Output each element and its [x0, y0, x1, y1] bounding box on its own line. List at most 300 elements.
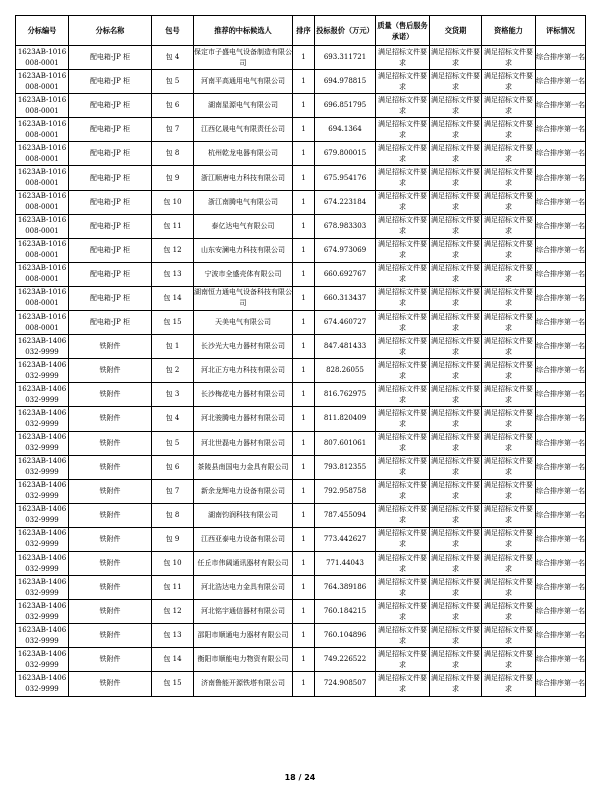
- cell-lot-name: 配电箱-JP 柜: [69, 214, 152, 238]
- cell-package: 包 5: [152, 70, 194, 94]
- cell-price: 694.1364: [315, 118, 376, 142]
- cell-delivery: 满足招标文件要求: [430, 142, 482, 166]
- cell-lot-name: 配电箱-JP 柜: [69, 70, 152, 94]
- cell-candidate: 杭州乾龙电器有限公司: [194, 142, 293, 166]
- cell-quality: 满足招标文件要求: [376, 286, 430, 310]
- cell-price: 724.908507: [315, 672, 376, 696]
- cell-package: 包 13: [152, 262, 194, 286]
- cell-lot-code: 1623AB-1016008-0001: [16, 142, 69, 166]
- cell-qualification: 满足招标文件要求: [482, 503, 536, 527]
- cell-delivery: 满足招标文件要求: [430, 94, 482, 118]
- cell-rank: 1: [293, 238, 315, 262]
- cell-delivery: 满足招标文件要求: [430, 407, 482, 431]
- cell-delivery: 满足招标文件要求: [430, 479, 482, 503]
- cell-package: 包 9: [152, 166, 194, 190]
- cell-qualification: 满足招标文件要求: [482, 479, 536, 503]
- cell-price: 828.26055: [315, 359, 376, 383]
- cell-lot-code: 1623AB-1016008-0001: [16, 238, 69, 262]
- cell-candidate: 河北正方电力科技有限公司: [194, 359, 293, 383]
- cell-price: 773.442627: [315, 527, 376, 551]
- cell-lot-code: 1623AB-1406032-9999: [16, 600, 69, 624]
- table-row: [16, 648, 586, 672]
- cell-lot-name: 配电箱-JP 柜: [69, 118, 152, 142]
- cell-qualification: 满足招标文件要求: [482, 166, 536, 190]
- cell-candidate: 长沙光大电力器材有限公司: [194, 335, 293, 359]
- cell-rank: 1: [293, 503, 315, 527]
- cell-delivery: 满足招标文件要求: [430, 672, 482, 696]
- cell-lot-code: 1623AB-1406032-9999: [16, 624, 69, 648]
- table-row: [16, 551, 586, 575]
- cell-evaluation: 综合排序第一名: [536, 407, 586, 431]
- cell-rank: 1: [293, 407, 315, 431]
- cell-lot-code: 1623AB-1016008-0001: [16, 214, 69, 238]
- cell-candidate: 江西亚泰电力设备有限公司: [194, 527, 293, 551]
- cell-rank: 1: [293, 624, 315, 648]
- cell-candidate: 浙江顺唐电力科技有限公司: [194, 166, 293, 190]
- cell-evaluation: 综合排序第一名: [536, 648, 586, 672]
- cell-price: 674.223184: [315, 190, 376, 214]
- cell-rank: 1: [293, 70, 315, 94]
- cell-lot-name: 配电箱-JP 柜: [69, 286, 152, 310]
- cell-rank: 1: [293, 527, 315, 551]
- cell-rank: 1: [293, 455, 315, 479]
- cell-candidate: 河北浩达电力金具有限公司: [194, 576, 293, 600]
- cell-price: 793.812355: [315, 455, 376, 479]
- cell-package: 包 4: [152, 407, 194, 431]
- cell-qualification: 满足招标文件要求: [482, 672, 536, 696]
- table-row: [16, 262, 586, 286]
- table-row: [16, 672, 586, 696]
- cell-quality: 满足招标文件要求: [376, 335, 430, 359]
- cell-delivery: 满足招标文件要求: [430, 286, 482, 310]
- cell-price: 678.983303: [315, 214, 376, 238]
- cell-package: 包 15: [152, 311, 194, 335]
- cell-lot-name: 铁附件: [69, 551, 152, 575]
- page-number: 18 / 24: [284, 773, 316, 782]
- cell-quality: 满足招标文件要求: [376, 648, 430, 672]
- cell-qualification: 满足招标文件要求: [482, 455, 536, 479]
- cell-qualification: 满足招标文件要求: [482, 118, 536, 142]
- cell-package: 包 9: [152, 527, 194, 551]
- cell-evaluation: 综合排序第一名: [536, 46, 586, 70]
- cell-quality: 满足招标文件要求: [376, 190, 430, 214]
- cell-lot-code: 1623AB-1016008-0001: [16, 311, 69, 335]
- cell-rank: 1: [293, 262, 315, 286]
- cell-rank: 1: [293, 672, 315, 696]
- cell-delivery: 满足招标文件要求: [430, 46, 482, 70]
- cell-quality: 满足招标文件要求: [376, 600, 430, 624]
- cell-evaluation: 综合排序第一名: [536, 479, 586, 503]
- cell-qualification: 满足招标文件要求: [482, 335, 536, 359]
- table-row: [16, 311, 586, 335]
- cell-price: 760.104896: [315, 624, 376, 648]
- cell-delivery: 满足招标文件要求: [430, 238, 482, 262]
- cell-lot-name: 铁附件: [69, 576, 152, 600]
- cell-candidate: 宁波市全盛壳体有限公司: [194, 262, 293, 286]
- cell-quality: 满足招标文件要求: [376, 262, 430, 286]
- table-row: [16, 94, 586, 118]
- cell-lot-name: 配电箱-JP 柜: [69, 142, 152, 166]
- cell-quality: 满足招标文件要求: [376, 359, 430, 383]
- cell-candidate: 江西亿晟电气有限责任公司: [194, 118, 293, 142]
- cell-lot-name: 铁附件: [69, 503, 152, 527]
- cell-lot-code: 1623AB-1016008-0001: [16, 118, 69, 142]
- header-package: 包号: [152, 16, 194, 46]
- cell-delivery: 满足招标文件要求: [430, 455, 482, 479]
- table-row: [16, 431, 586, 455]
- cell-delivery: 满足招标文件要求: [430, 648, 482, 672]
- cell-package: 包 15: [152, 672, 194, 696]
- cell-lot-name: 铁附件: [69, 600, 152, 624]
- cell-lot-name: 铁附件: [69, 407, 152, 431]
- header-delivery: 交货期: [430, 16, 482, 46]
- cell-package: 包 14: [152, 286, 194, 310]
- cell-price: 660.692767: [315, 262, 376, 286]
- cell-quality: 满足招标文件要求: [376, 142, 430, 166]
- table-header-row: [16, 16, 586, 46]
- header-quality: 质量（售后服务承诺）: [376, 16, 430, 46]
- cell-price: 660.313437: [315, 286, 376, 310]
- cell-rank: 1: [293, 648, 315, 672]
- cell-evaluation: 综合排序第一名: [536, 455, 586, 479]
- cell-lot-name: 铁附件: [69, 455, 152, 479]
- cell-price: 674.973069: [315, 238, 376, 262]
- cell-candidate: 河北铭宇通信器材有限公司: [194, 600, 293, 624]
- cell-package: 包 2: [152, 359, 194, 383]
- cell-evaluation: 综合排序第一名: [536, 70, 586, 94]
- cell-qualification: 满足招标文件要求: [482, 431, 536, 455]
- cell-rank: 1: [293, 311, 315, 335]
- cell-rank: 1: [293, 46, 315, 70]
- cell-candidate: 山东安澜电力科技有限公司: [194, 238, 293, 262]
- cell-price: 787.455094: [315, 503, 376, 527]
- cell-qualification: 满足招标文件要求: [482, 576, 536, 600]
- cell-package: 包 13: [152, 624, 194, 648]
- cell-package: 包 12: [152, 238, 194, 262]
- cell-evaluation: 综合排序第一名: [536, 214, 586, 238]
- cell-lot-code: 1623AB-1406032-9999: [16, 527, 69, 551]
- cell-lot-name: 铁附件: [69, 383, 152, 407]
- cell-price: 760.184215: [315, 600, 376, 624]
- cell-evaluation: 综合排序第一名: [536, 600, 586, 624]
- cell-lot-name: 配电箱-JP 柜: [69, 190, 152, 214]
- cell-package: 包 12: [152, 600, 194, 624]
- cell-evaluation: 综合排序第一名: [536, 238, 586, 262]
- header-lot-name: 分标名称: [69, 16, 152, 46]
- cell-rank: 1: [293, 576, 315, 600]
- cell-quality: 满足招标文件要求: [376, 46, 430, 70]
- cell-rank: 1: [293, 118, 315, 142]
- cell-lot-code: 1623AB-1016008-0001: [16, 286, 69, 310]
- cell-price: 771.44043: [315, 551, 376, 575]
- cell-qualification: 满足招标文件要求: [482, 407, 536, 431]
- cell-quality: 满足招标文件要求: [376, 214, 430, 238]
- cell-qualification: 满足招标文件要求: [482, 383, 536, 407]
- cell-qualification: 满足招标文件要求: [482, 262, 536, 286]
- cell-package: 包 14: [152, 648, 194, 672]
- cell-price: 764.389186: [315, 576, 376, 600]
- cell-quality: 满足招标文件要求: [376, 624, 430, 648]
- cell-lot-name: 铁附件: [69, 527, 152, 551]
- cell-price: 696.851795: [315, 94, 376, 118]
- cell-evaluation: 综合排序第一名: [536, 286, 586, 310]
- cell-candidate: 衡阳市顺能电力物资有限公司: [194, 648, 293, 672]
- table-row: [16, 527, 586, 551]
- cell-price: 807.601061: [315, 431, 376, 455]
- cell-price: 847.481433: [315, 335, 376, 359]
- cell-package: 包 6: [152, 455, 194, 479]
- cell-package: 包 10: [152, 551, 194, 575]
- table-row: [16, 286, 586, 310]
- cell-price: 674.460727: [315, 311, 376, 335]
- cell-candidate: 湖南星源电气有限公司: [194, 94, 293, 118]
- cell-lot-name: 铁附件: [69, 624, 152, 648]
- cell-qualification: 满足招标文件要求: [482, 94, 536, 118]
- cell-candidate: 浙江南腾电气有限公司: [194, 190, 293, 214]
- cell-evaluation: 综合排序第一名: [536, 576, 586, 600]
- cell-rank: 1: [293, 335, 315, 359]
- cell-qualification: 满足招标文件要求: [482, 142, 536, 166]
- cell-package: 包 7: [152, 479, 194, 503]
- header-evaluation: 评标情况: [536, 16, 586, 46]
- cell-evaluation: 综合排序第一名: [536, 335, 586, 359]
- cell-lot-name: 配电箱-JP 柜: [69, 311, 152, 335]
- cell-price: 693.311721: [315, 46, 376, 70]
- cell-delivery: 满足招标文件要求: [430, 166, 482, 190]
- header-candidate: 推荐的中标候选人: [194, 16, 293, 46]
- cell-qualification: 满足招标文件要求: [482, 527, 536, 551]
- cell-rank: 1: [293, 431, 315, 455]
- header-rank: 排序: [293, 16, 315, 46]
- cell-qualification: 满足招标文件要求: [482, 648, 536, 672]
- cell-delivery: 满足招标文件要求: [430, 190, 482, 214]
- cell-quality: 满足招标文件要求: [376, 94, 430, 118]
- cell-quality: 满足招标文件要求: [376, 576, 430, 600]
- cell-lot-name: 配电箱-JP 柜: [69, 238, 152, 262]
- cell-lot-code: 1623AB-1016008-0001: [16, 190, 69, 214]
- cell-qualification: 满足招标文件要求: [482, 311, 536, 335]
- cell-quality: 满足招标文件要求: [376, 551, 430, 575]
- cell-evaluation: 综合排序第一名: [536, 262, 586, 286]
- cell-evaluation: 综合排序第一名: [536, 142, 586, 166]
- cell-evaluation: 综合排序第一名: [536, 359, 586, 383]
- cell-lot-name: 配电箱-JP 柜: [69, 46, 152, 70]
- cell-quality: 满足招标文件要求: [376, 383, 430, 407]
- cell-quality: 满足招标文件要求: [376, 407, 430, 431]
- cell-package: 包 11: [152, 214, 194, 238]
- cell-candidate: 任丘市伟阔通讯器材有限公司: [194, 551, 293, 575]
- table-row: [16, 383, 586, 407]
- cell-package: 包 7: [152, 118, 194, 142]
- cell-delivery: 满足招标文件要求: [430, 527, 482, 551]
- cell-quality: 满足招标文件要求: [376, 311, 430, 335]
- table-row: [16, 479, 586, 503]
- table-row: [16, 455, 586, 479]
- cell-rank: 1: [293, 600, 315, 624]
- cell-lot-name: 配电箱-JP 柜: [69, 166, 152, 190]
- cell-candidate: 济南鲁能开源铁塔有限公司: [194, 672, 293, 696]
- cell-price: 816.762975: [315, 383, 376, 407]
- cell-quality: 满足招标文件要求: [376, 238, 430, 262]
- cell-quality: 满足招标文件要求: [376, 479, 430, 503]
- cell-qualification: 满足招标文件要求: [482, 286, 536, 310]
- cell-lot-code: 1623AB-1406032-9999: [16, 479, 69, 503]
- cell-evaluation: 综合排序第一名: [536, 503, 586, 527]
- cell-qualification: 满足招标文件要求: [482, 551, 536, 575]
- cell-evaluation: 综合排序第一名: [536, 118, 586, 142]
- cell-candidate: 河北世磊电力器材有限公司: [194, 431, 293, 455]
- cell-package: 包 6: [152, 94, 194, 118]
- cell-lot-code: 1623AB-1016008-0001: [16, 46, 69, 70]
- cell-package: 包 5: [152, 431, 194, 455]
- cell-rank: 1: [293, 286, 315, 310]
- cell-candidate: 新余龙辉电力设备有限公司: [194, 479, 293, 503]
- cell-candidate: 泰亿达电气有限公司: [194, 214, 293, 238]
- cell-price: 749.226522: [315, 648, 376, 672]
- cell-lot-name: 铁附件: [69, 335, 152, 359]
- table-body: [16, 46, 586, 697]
- cell-evaluation: 综合排序第一名: [536, 311, 586, 335]
- cell-delivery: 满足招标文件要求: [430, 311, 482, 335]
- cell-lot-code: 1623AB-1406032-9999: [16, 576, 69, 600]
- cell-candidate: 河南平高通用电气有限公司: [194, 70, 293, 94]
- cell-evaluation: 综合排序第一名: [536, 527, 586, 551]
- cell-qualification: 满足招标文件要求: [482, 190, 536, 214]
- cell-quality: 满足招标文件要求: [376, 431, 430, 455]
- cell-candidate: 保定市子盛电气设备制造有限公司: [194, 46, 293, 70]
- cell-delivery: 满足招标文件要求: [430, 600, 482, 624]
- cell-lot-code: 1623AB-1406032-9999: [16, 648, 69, 672]
- cell-lot-code: 1623AB-1406032-9999: [16, 551, 69, 575]
- cell-price: 792.958758: [315, 479, 376, 503]
- cell-qualification: 满足招标文件要求: [482, 214, 536, 238]
- cell-evaluation: 综合排序第一名: [536, 166, 586, 190]
- table-row: [16, 600, 586, 624]
- cell-evaluation: 综合排序第一名: [536, 672, 586, 696]
- cell-quality: 满足招标文件要求: [376, 503, 430, 527]
- table-row: [16, 335, 586, 359]
- table-row: [16, 238, 586, 262]
- cell-price: 675.954176: [315, 166, 376, 190]
- cell-package: 包 10: [152, 190, 194, 214]
- cell-rank: 1: [293, 214, 315, 238]
- cell-quality: 满足招标文件要求: [376, 70, 430, 94]
- table-row: [16, 70, 586, 94]
- cell-qualification: 满足招标文件要求: [482, 238, 536, 262]
- cell-quality: 满足招标文件要求: [376, 118, 430, 142]
- cell-delivery: 满足招标文件要求: [430, 431, 482, 455]
- header-qualification: 资格能力: [482, 16, 536, 46]
- cell-evaluation: 综合排序第一名: [536, 624, 586, 648]
- cell-quality: 满足招标文件要求: [376, 527, 430, 551]
- cell-delivery: 满足招标文件要求: [430, 214, 482, 238]
- cell-evaluation: 综合排序第一名: [536, 190, 586, 214]
- cell-evaluation: 综合排序第一名: [536, 383, 586, 407]
- cell-lot-name: 配电箱-JP 柜: [69, 262, 152, 286]
- cell-rank: 1: [293, 383, 315, 407]
- cell-lot-code: 1623AB-1016008-0001: [16, 70, 69, 94]
- cell-delivery: 满足招标文件要求: [430, 262, 482, 286]
- header-lot-code: 分标编号: [16, 16, 69, 46]
- table-row: [16, 503, 586, 527]
- cell-lot-name: 铁附件: [69, 648, 152, 672]
- cell-qualification: 满足招标文件要求: [482, 624, 536, 648]
- cell-delivery: 满足招标文件要求: [430, 383, 482, 407]
- cell-rank: 1: [293, 166, 315, 190]
- cell-lot-name: 铁附件: [69, 359, 152, 383]
- table-row: [16, 46, 586, 70]
- cell-lot-code: 1623AB-1406032-9999: [16, 407, 69, 431]
- cell-package: 包 4: [152, 46, 194, 70]
- cell-lot-name: 配电箱-JP 柜: [69, 94, 152, 118]
- cell-rank: 1: [293, 551, 315, 575]
- cell-delivery: 满足招标文件要求: [430, 359, 482, 383]
- cell-candidate: 湖南恒力通电气设备科技有限公司: [194, 286, 293, 310]
- cell-lot-code: 1623AB-1406032-9999: [16, 503, 69, 527]
- cell-delivery: 满足招标文件要求: [430, 576, 482, 600]
- cell-delivery: 满足招标文件要求: [430, 624, 482, 648]
- table-row: [16, 166, 586, 190]
- table-row: [16, 359, 586, 383]
- table-row: [16, 142, 586, 166]
- cell-delivery: 满足招标文件要求: [430, 335, 482, 359]
- cell-lot-code: 1623AB-1016008-0001: [16, 166, 69, 190]
- table-row: [16, 624, 586, 648]
- cell-delivery: 满足招标文件要求: [430, 70, 482, 94]
- cell-rank: 1: [293, 142, 315, 166]
- cell-lot-code: 1623AB-1406032-9999: [16, 672, 69, 696]
- cell-lot-name: 铁附件: [69, 479, 152, 503]
- cell-qualification: 满足招标文件要求: [482, 70, 536, 94]
- cell-evaluation: 综合排序第一名: [536, 551, 586, 575]
- cell-lot-name: 铁附件: [69, 672, 152, 696]
- cell-rank: 1: [293, 359, 315, 383]
- cell-lot-code: 1623AB-1406032-9999: [16, 455, 69, 479]
- table-row: [16, 118, 586, 142]
- cell-qualification: 满足招标文件要求: [482, 46, 536, 70]
- table-row: [16, 190, 586, 214]
- cell-delivery: 满足招标文件要求: [430, 118, 482, 142]
- cell-evaluation: 综合排序第一名: [536, 94, 586, 118]
- cell-lot-code: 1623AB-1406032-9999: [16, 359, 69, 383]
- cell-candidate: 长沙梅花电力器材有限公司: [194, 383, 293, 407]
- table-row: [16, 407, 586, 431]
- cell-price: 811.820409: [315, 407, 376, 431]
- cell-candidate: 邵阳市顺通电力器材有限公司: [194, 624, 293, 648]
- cell-delivery: 满足招标文件要求: [430, 551, 482, 575]
- cell-qualification: 满足招标文件要求: [482, 359, 536, 383]
- cell-quality: 满足招标文件要求: [376, 166, 430, 190]
- header-price: 投标报价（万元）: [315, 16, 376, 46]
- cell-lot-code: 1623AB-1406032-9999: [16, 431, 69, 455]
- cell-lot-code: 1623AB-1406032-9999: [16, 335, 69, 359]
- cell-price: 679.800015: [315, 142, 376, 166]
- cell-candidate: 天美电气有限公司: [194, 311, 293, 335]
- cell-package: 包 8: [152, 142, 194, 166]
- table-row: [16, 214, 586, 238]
- cell-candidate: 河北骏腾电力器材有限公司: [194, 407, 293, 431]
- cell-lot-name: 铁附件: [69, 431, 152, 455]
- cell-quality: 满足招标文件要求: [376, 672, 430, 696]
- cell-qualification: 满足招标文件要求: [482, 600, 536, 624]
- cell-lot-code: 1623AB-1406032-9999: [16, 383, 69, 407]
- cell-rank: 1: [293, 190, 315, 214]
- bid-result-table: [15, 15, 586, 697]
- cell-rank: 1: [293, 479, 315, 503]
- cell-rank: 1: [293, 94, 315, 118]
- cell-package: 包 3: [152, 383, 194, 407]
- cell-candidate: 茶陵县南国电力金具有限公司: [194, 455, 293, 479]
